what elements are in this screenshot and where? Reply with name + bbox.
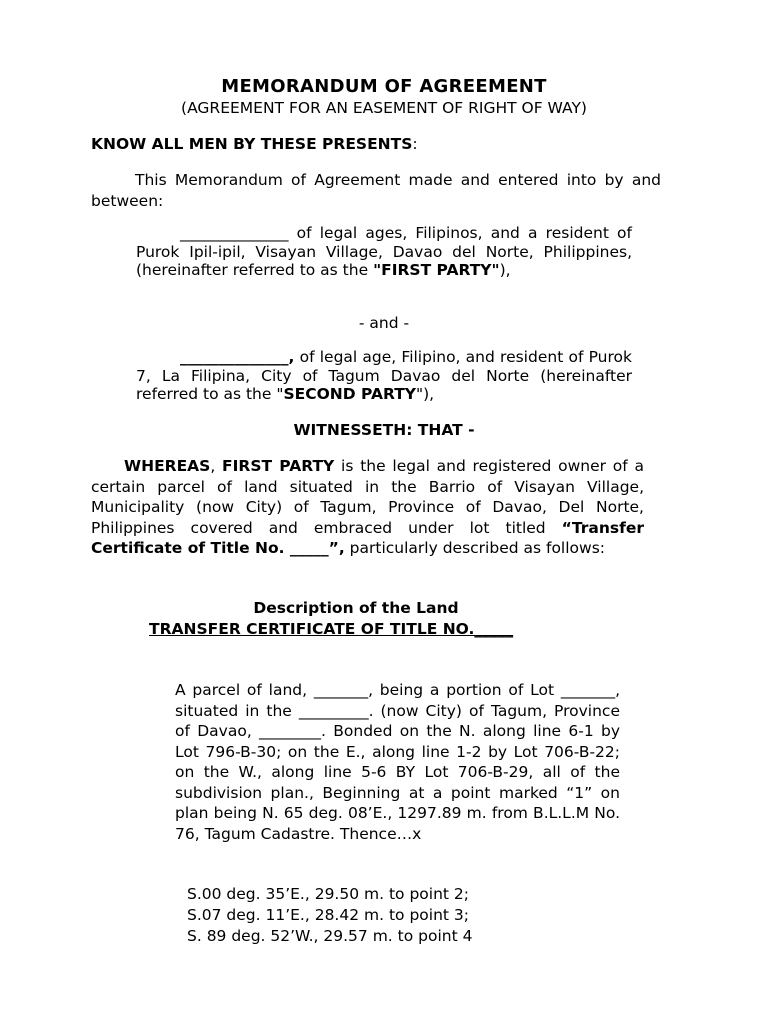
- course-line: S. 89 deg. 52’W., 29.57 m. to point 4: [187, 927, 473, 945]
- intro-paragraph: This Memorandum of Agreement made and entered into by and between:: [91, 171, 661, 210]
- whereas-text: is the legal and registered owner of a certain parcel of land situated in the Barrio of Visayan Village, Municipality (now City) of Tagum, Province of Davao, Del Norte, Philippines covered and embraced under lot titled: [91, 457, 644, 537]
- course-line: S.07 deg. 11’E., 28.42 m. to point 3;: [187, 906, 469, 924]
- second-party-paragraph: [136, 348, 632, 404]
- second-party-end: "),: [416, 385, 435, 403]
- tct-heading: [149, 619, 513, 640]
- second-party-blank: ______________,: [180, 348, 295, 366]
- first-party-end: ),: [499, 261, 511, 279]
- parcel-description: A parcel of land, _______, being a portion of Lot _______, situated in the _________. (now City) of Tagum, Province of Davao, ________. Bonded on the N. along line 6-1 by Lot 796-B-30; on the E., along line 1-2 by Lot 706-B-22; on the W., along line 5-6 BY Lot 706-B-29, all of the subdivision plan., Beginning at a point marked “1” on plan being N. 65 deg. 08’E., 1297.89 m. from B.L.L.M No. 76, Tagum Cadastre. Thence…x: [175, 681, 620, 843]
- document-title: MEMORANDUM OF AGREEMENT: [221, 76, 547, 97]
- witnesseth-heading: WITNESSETH: THAT -: [293, 421, 475, 439]
- whereas-end: particularly described as follows:: [344, 539, 606, 557]
- first-party-paragraph: [136, 224, 632, 280]
- whereas-paragraph: [91, 456, 644, 559]
- first-party-label: "FIRST PARTY": [373, 261, 500, 279]
- second-party-label: SECOND PARTY: [283, 385, 416, 403]
- second-party-text: of legal age, Filipino, and resident of Purok 7, La Filipina, City of Tagum Davao del Norte (hereinafter referred to as the ": [136, 348, 632, 403]
- first-party-blank: ______________: [180, 224, 289, 242]
- description-heading: Description of the Land: [253, 599, 459, 617]
- know-all-men-heading: [91, 134, 418, 155]
- know-all-men-colon: :: [412, 135, 418, 153]
- and-separator: - and -: [358, 314, 410, 332]
- whereas-tct: “Transfer Certificate of Title No. _____”,: [91, 518, 644, 557]
- document-subtitle: (AGREEMENT FOR AN EASEMENT OF RIGHT OF WAY): [181, 99, 587, 117]
- whereas-party: FIRST PARTY: [222, 457, 335, 475]
- know-all-men-text: KNOW ALL MEN BY THESE PRESENTS: [91, 135, 413, 153]
- course-line: S.00 deg. 35’E., 29.50 m. to point 2;: [187, 885, 469, 903]
- first-party-text: of legal ages, Filipinos, and a resident of Purok Ipil-ipil, Visayan Village, Davao del Norte, Philippines, (hereinafter referred to as the: [136, 224, 632, 279]
- tct-heading-text: TRANSFER CERTIFICATE OF TITLE NO._____: [149, 620, 514, 638]
- whereas-word: WHEREAS: [124, 457, 211, 475]
- whereas-comma: ,: [210, 457, 223, 475]
